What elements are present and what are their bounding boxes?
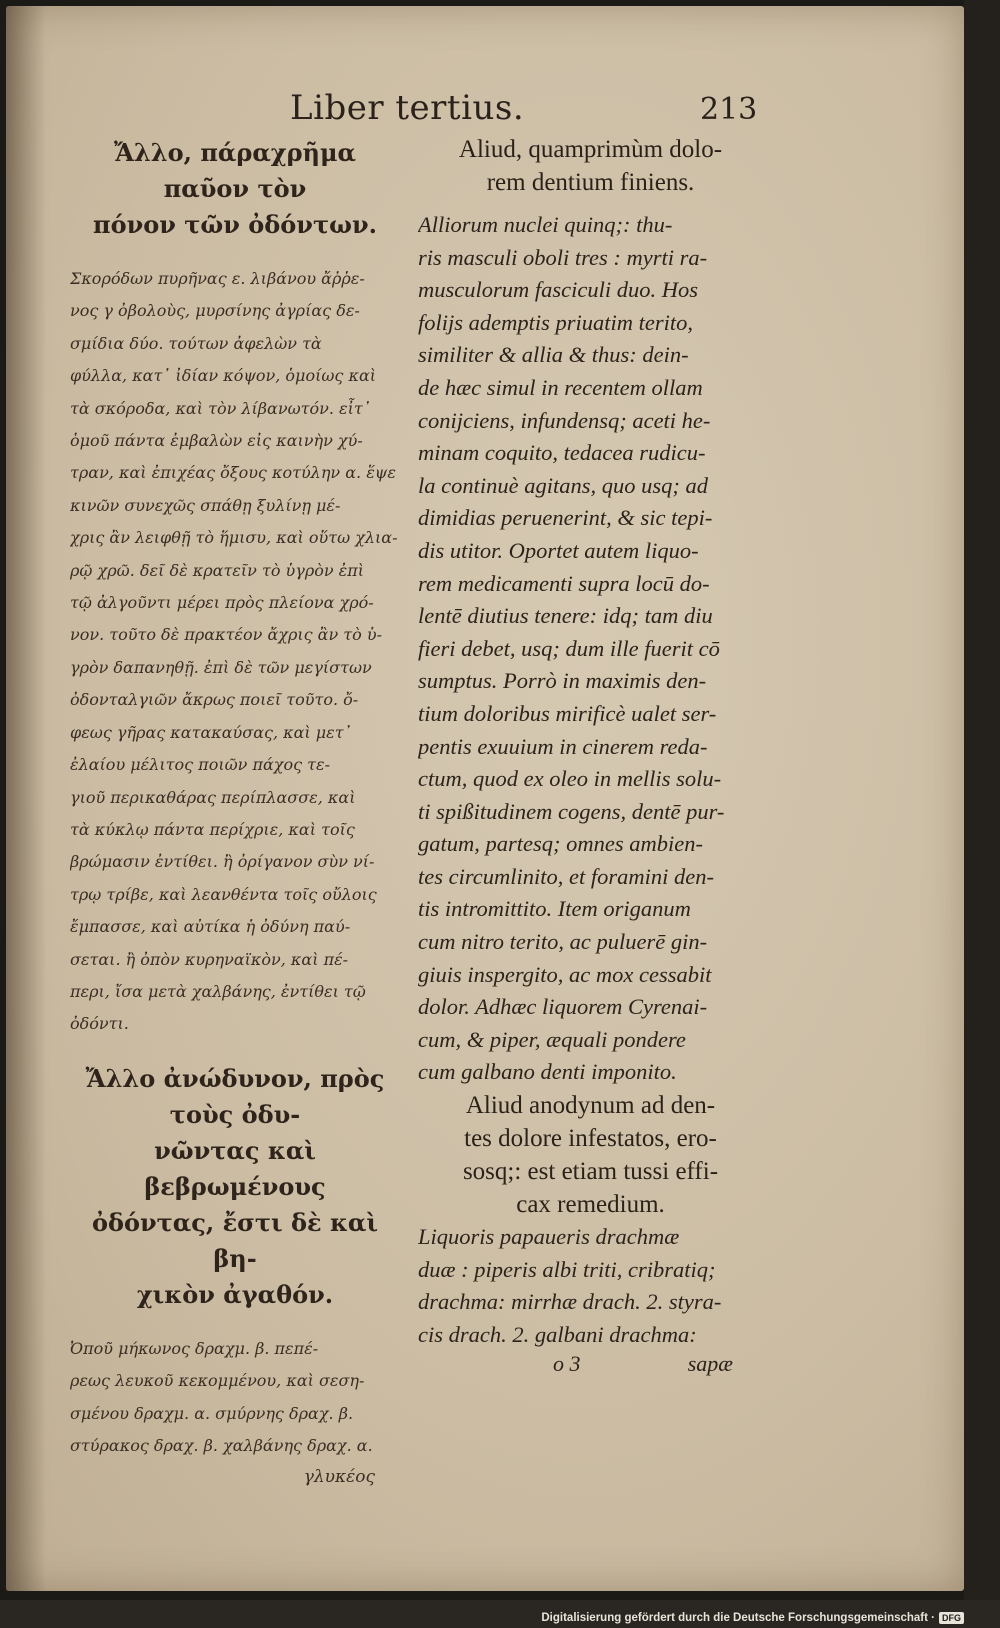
- text-line: gatum, partesq; omnes ambien-: [418, 831, 703, 857]
- text-line: Alliorum nuclei quinq;: thu-: [418, 212, 673, 237]
- page-number: 213: [700, 92, 758, 127]
- text-line: νον. τοῦτο δὲ πρακτέον ἄχρις ἂν τὸ ὑ-: [70, 625, 382, 645]
- text-line: minam coquito, tedacea rudicu-: [418, 440, 706, 466]
- text-line: tis intromittito. Item origanum: [418, 896, 691, 922]
- text-line: ρῷ χρῶ. δεῖ δὲ κρατεῖν τὸ ὑγρὸν ἐπὶ: [70, 560, 365, 580]
- text-line: tes circumlinito, et foramini den-: [418, 863, 714, 889]
- heading-line: νῶντας καὶ βεβρωμένους: [144, 1135, 326, 1201]
- text-line: φύλλα, κατ᾿ ἰδίαν κόψον, ὁμοίως καὶ: [70, 366, 377, 386]
- text-line: musculorum fasciculi duo. Hos: [418, 277, 698, 303]
- text-line: drachma: mirrhæ drach. 2. styra-: [418, 1289, 722, 1315]
- heading-line: sosq;: est etiam tussi effi-: [462, 1158, 719, 1186]
- latin-heading-2: [418, 1089, 763, 1221]
- running-head: Liber tertius.: [290, 88, 525, 128]
- text-line: similiter & allia & thus: dein-: [418, 342, 689, 368]
- heading-line: cax remedium.: [516, 1191, 665, 1219]
- text-line: τραν, καὶ ἐπιχέας ὄξους κοτύλην α. ἕψε: [70, 463, 396, 483]
- text-line: dimidias peruenerint, & sic tepi-: [418, 505, 713, 531]
- heading-line: tes dolore infestatos, ero-: [464, 1125, 717, 1153]
- greek-column: [70, 135, 400, 1492]
- text-line: tium doloribus mirificè ualet ser-: [418, 700, 717, 726]
- text-line: cum nitro terito, ac puluerē gin-: [418, 929, 708, 955]
- dfg-logo-icon: DFG: [939, 1612, 964, 1624]
- greek-paragraph-2: [70, 1333, 400, 1493]
- text-line: τῷ ἀλγοῦντι μέρει πρὸς πλείονα χρό-: [70, 593, 374, 613]
- latin-column: [418, 133, 763, 1383]
- text-line: ὀδόντι.: [70, 1014, 129, 1034]
- text-line: σμένου δραχμ. α. σμύρνης δραχ. β.: [70, 1403, 354, 1423]
- text-line: ὀδονταλγιῶν ἄκρως ποιεῖ τοῦτο. ὄ-: [70, 690, 359, 710]
- signature-mark: o 3: [553, 1351, 581, 1377]
- text-line: cis drach. 2. galbani drachma:: [418, 1321, 697, 1347]
- right-edge-strip: [964, 0, 1000, 1600]
- text-line: rem medicamenti supra locū do-: [418, 570, 710, 596]
- latin-heading-1: [418, 133, 763, 199]
- text-line: γρὸν δαπανηθῇ. ἐπὶ δὲ τῶν μεγίστων: [70, 657, 372, 677]
- heading-line: Aliud, quamprimùm dolo-: [458, 136, 723, 163]
- page-gutter-shadow: [6, 6, 46, 1591]
- text-line: στύρακος δραχ. β. χαλβάνης δραχ. α.: [70, 1435, 373, 1455]
- heading-line: χικὸν ἀγαθόν.: [136, 1279, 334, 1309]
- heading-line: πόνον τῶν ὀδόντων.: [93, 210, 377, 239]
- text-line: dis utitor. Oportet autem liquo-: [418, 537, 699, 563]
- text-line: σμίδια δύο. τούτων ἀφελὼν τὰ: [70, 333, 322, 353]
- latin-catchword: sapæ: [687, 1351, 733, 1377]
- text-line: γιοῦ περικαθάρας περίπλασσε, καὶ: [70, 787, 356, 807]
- text-line: la continuè agitans, quo usq; ad: [418, 472, 708, 498]
- text-line: duæ : piperis albi triti, cribratiq;: [418, 1256, 716, 1282]
- digitization-credit: [541, 1612, 964, 1624]
- text-line: giuis inspergito, ac mox cessabit: [418, 961, 712, 987]
- text-line: conijciens, infundensq; aceti he-: [418, 407, 711, 433]
- text-line: sumptus. Porrò in maximis den-: [418, 668, 707, 694]
- text-line: σεται. ἢ ὀπὸν κυρηναϊκὸν, καὶ πέ-: [70, 949, 349, 969]
- heading-line: rem dentium finiens.: [486, 169, 695, 196]
- greek-heading-1: [70, 135, 400, 243]
- latin-paragraph-2: [418, 1221, 763, 1383]
- text-line: Σκορόδων πυρῆνας ε. λιβάνου ἄῤῥε-: [70, 269, 365, 288]
- text-line: βρώμασιν ἐντίθει. ἢ ὀρίγανον σὺν νί-: [70, 852, 375, 872]
- text-line: de hæc simul in recentem ollam: [418, 374, 703, 400]
- text-line: Liquoris papaueris drachmæ: [418, 1224, 680, 1250]
- text-line: cum galbano denti imponito.: [418, 1059, 677, 1085]
- text-line: ris masculi oboli tres : myrti ra-: [418, 244, 708, 270]
- text-line: cum, & piper, æquali pondere: [418, 1026, 686, 1052]
- text-line: dolor. Adhæc liquorem Cyrenai-: [418, 994, 708, 1020]
- text-line: lentē diutius tenere: idq; tam diu: [418, 603, 713, 629]
- text-line: ὁμοῦ πάντα ἐμβαλὼν εἰς καινὴν χύ-: [70, 431, 363, 451]
- text-line: fieri debet, usq; dum ille fuerit cō: [418, 635, 720, 661]
- text-line: folijs ademptis priuatim terito,: [418, 309, 694, 335]
- text-line: ctum, quod ex oleo in mellis solu-: [418, 766, 722, 792]
- text-line: ἐλαίου μέλιτος ποιῶν πάχος τε-: [70, 755, 330, 775]
- text-line: Ὀποῦ μήκωνος δραχμ. β. πεπέ-: [70, 1338, 319, 1358]
- text-line: κινῶν συνεχῶς σπάθῃ ξυλίνῃ μέ-: [70, 495, 341, 515]
- heading-line: Ἄλλο ἀνώδυνον, πρὸς τοὺς ὀδυ-: [85, 1063, 385, 1129]
- text-line: ρεως λευκοῦ κεκομμένου, καὶ σεση-: [70, 1371, 365, 1391]
- heading-line: ὀδόντας, ἔστι δὲ καὶ βη-: [91, 1207, 379, 1273]
- text-line: ἔμπασσε, καὶ αὐτίκα ἡ ὀδύνη παύ-: [70, 917, 351, 937]
- greek-catchword: γλυκέος: [303, 1467, 375, 1488]
- text-line: περι, ἴσα μετὰ χαλβάνης, ἐντίθει τῷ: [70, 981, 366, 1001]
- heading-line: Aliud anodynum ad den-: [465, 1092, 716, 1120]
- text-line: νος γ ὀβολοὺς, μυρσίνης ἀγρίας δε-: [70, 301, 360, 321]
- text-line: τὰ κύκλῳ πάντα περίχριε, καὶ τοῖς: [70, 819, 355, 839]
- text-line: τρῳ τρίβε, καὶ λεανθέντα τοῖς οὔλοις: [70, 884, 377, 904]
- text-line: pentis exuuium in cinerem reda-: [418, 733, 708, 759]
- text-line: φεως γῆρας κατακαύσας, καὶ μετ᾿: [70, 722, 352, 742]
- heading-line: Ἄλλο, πάραχρῆμα παῦον τὸν: [113, 138, 357, 203]
- text-line: τὰ σκόροδα, καὶ τὸν λίβανωτόν. εἶτ᾿: [70, 398, 371, 418]
- text-line: χρις ἂν λειφθῇ τὸ ἥμισυ, καὶ οὕτω χλια-: [70, 528, 398, 548]
- greek-paragraph-1: [70, 263, 400, 1041]
- credit-text: Digitalisierung gefördert durch die Deutsche Forschungsgemeinschaft ·: [541, 1612, 935, 1624]
- latin-paragraph-1: [418, 209, 763, 1089]
- greek-heading-2: [70, 1061, 400, 1313]
- catchword-row: [418, 1351, 763, 1383]
- text-line: ti spißitudinem cogens, dentē pur-: [418, 798, 725, 824]
